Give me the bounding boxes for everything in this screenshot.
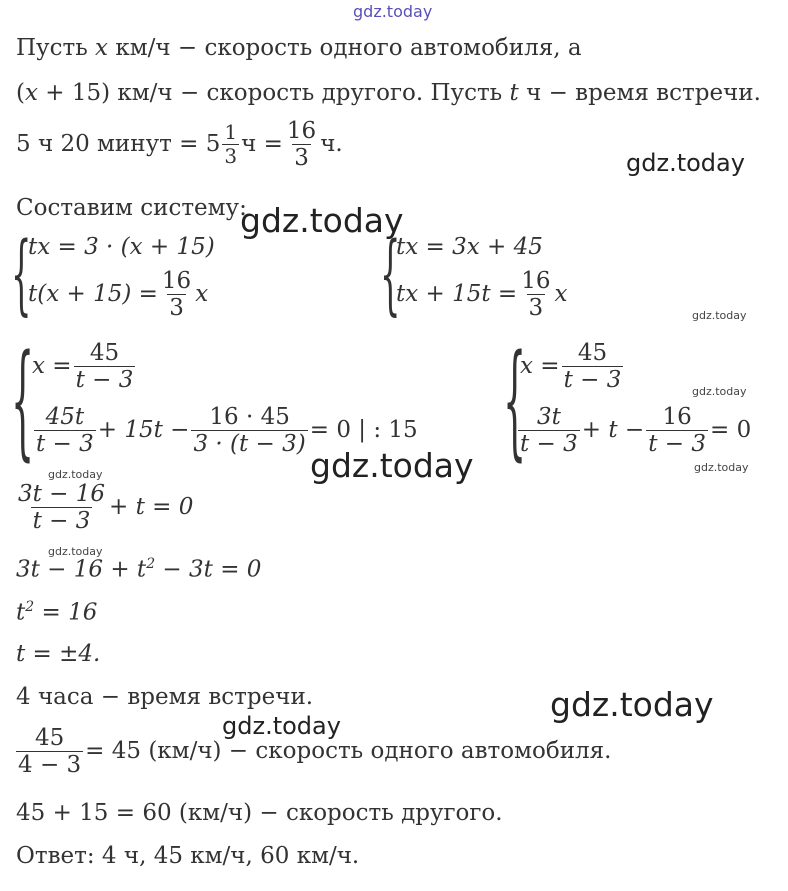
watermark: gdz.today [48, 545, 103, 558]
equation: x = $\frac{45}{t - 3}$ [32, 340, 134, 394]
text-line: 4 часа − время встречи. [16, 684, 314, 710]
fraction: $\frac{16}{3}$ [521, 268, 551, 322]
equation: $t^2 = 16$ [16, 599, 98, 626]
left-brace: { [11, 330, 35, 475]
watermark: gdz.today [222, 712, 341, 740]
equation: x = $\frac{45}{t - 3}$ [520, 340, 622, 394]
equation: $\frac{3t}{t - 3}$ + t − $\frac{16}{t - 3}$ = 0 [520, 404, 752, 458]
watermark: gdz.today [353, 2, 433, 21]
fraction: $\frac{45}{4 - 3}$ [18, 725, 82, 779]
text-line: 45 + 15 = 60 (км/ч) − скорость другого. [16, 800, 503, 826]
watermark: gdz.today [48, 468, 103, 481]
fraction: $\frac{3t - 16}{t - 3}$ [18, 481, 106, 535]
fraction: $\frac{3t}{t - 3}$ [520, 404, 578, 458]
fraction: $\frac{45}{t - 3}$ [563, 340, 622, 394]
fraction: $\frac{16}{3}$ [161, 268, 192, 322]
fraction: $\frac{16}{t - 3}$ [648, 404, 706, 458]
watermark: gdz.today [692, 309, 747, 322]
text-line: Пусть x км/ч − скорость одного автомобиля, а [16, 35, 582, 61]
fraction: $\frac{45t}{t - 3}$ [36, 404, 94, 458]
watermark: gdz.today [310, 446, 474, 485]
equation: tx + 15t = $\frac{16}{3}$ x [396, 268, 568, 322]
left-brace: { [503, 330, 527, 475]
text-line: Составим систему: [16, 195, 247, 221]
text-line: 5 ч 20 минут = 5 $\frac{1}{3}$ ч = $\frac{16}{3}$ ч. [16, 118, 343, 172]
fraction: $\frac{16}{3}$ [286, 118, 317, 172]
fraction: $\frac{45}{t - 3}$ [75, 340, 134, 394]
watermark: gdz.today [694, 461, 749, 474]
equation: tx = 3 · (x + 15) [28, 234, 215, 260]
watermark: gdz.today [692, 385, 747, 398]
equation: $\frac{3t - 16}{t - 3}$ + t = 0 [18, 481, 194, 535]
equation: tx = 3x + 45 [396, 234, 543, 260]
watermark: gdz.today [550, 685, 714, 724]
fraction: $\frac{1}{3}$ [224, 120, 238, 169]
equation: t(x + 15) = $\frac{16}{3}$ x [28, 268, 209, 322]
text-line: (x + 15) км/ч − скорость другого. Пусть t ч − время встречи. [16, 80, 761, 106]
equation: $\frac{45}{4 - 3}$ = 45 (км/ч) − скорость одного автомобиля. [18, 725, 612, 779]
equation: $3t - 16 + t^2 - 3t = 0$ [16, 556, 262, 583]
fraction: $\frac{16 \cdot 45}{3 \cdot (t - 3)}$ [193, 404, 306, 458]
equation: $\frac{45t}{t - 3}$ + 15t − $\frac{16 \cdot 45}{3 \cdot (t - 3)}$ = 0 | : 15 [36, 404, 418, 458]
watermark: gdz.today [240, 201, 404, 240]
equation: t = ±4. [16, 641, 101, 667]
left-brace: { [380, 222, 401, 325]
left-brace: { [11, 222, 32, 325]
watermark: gdz.today [626, 149, 745, 177]
answer-line: Ответ: 4 ч, 45 км/ч, 60 км/ч. [16, 843, 360, 869]
